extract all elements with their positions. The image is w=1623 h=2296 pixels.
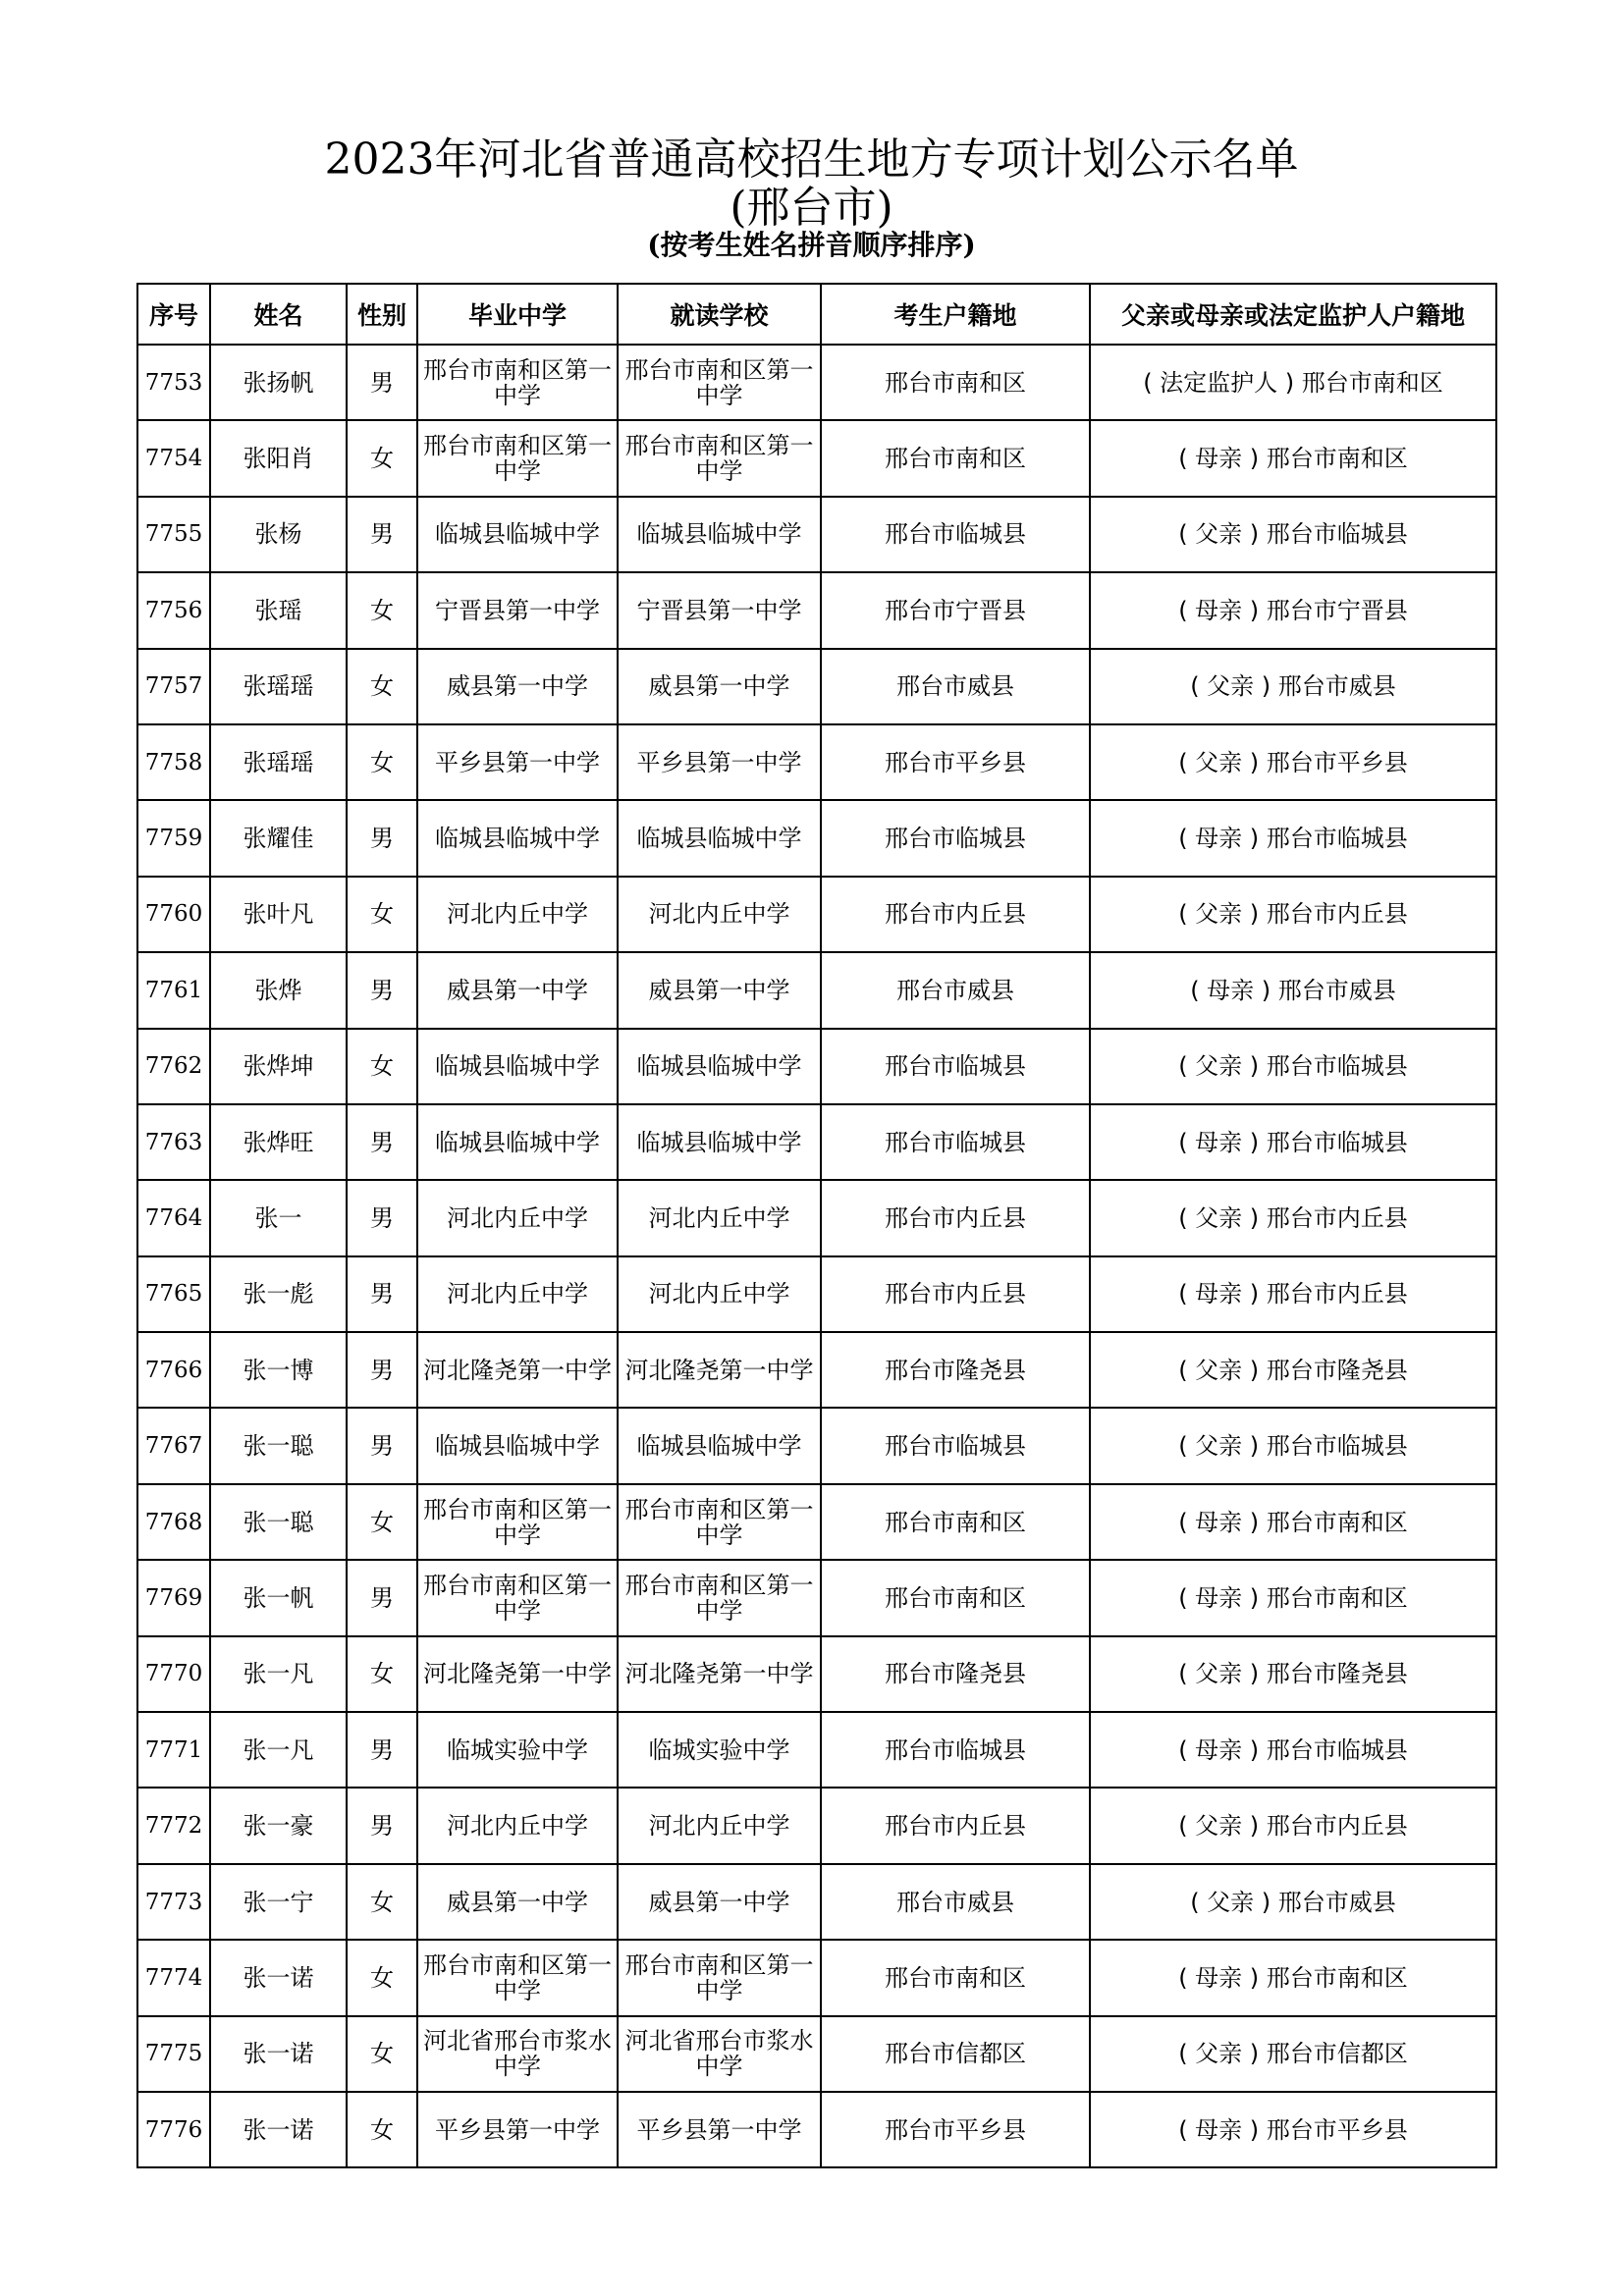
cell-guardian: ( 父亲 ) 邢台市内丘县	[1090, 1180, 1496, 1255]
table-header-row	[137, 284, 1496, 345]
cell-seq: 7762	[137, 1029, 210, 1104]
cell-grad-school: 邢台市南和区第一中学	[417, 420, 618, 496]
col-header-gender: 性别	[347, 284, 417, 345]
cell-study-school: 邢台市南和区第一中学	[618, 1484, 821, 1560]
col-header-household: 考生户籍地	[821, 284, 1090, 345]
sort-note: (按考生姓名拼音顺序排序)	[647, 229, 976, 261]
cell-seq: 7767	[137, 1408, 210, 1483]
cell-grad-school: 威县第一中学	[417, 952, 618, 1028]
table-row	[137, 572, 1496, 648]
table-row	[137, 1332, 1496, 1408]
cell-guardian: ( 父亲 ) 邢台市信都区	[1090, 2016, 1496, 2092]
cell-guardian: ( 法定监护人 ) 邢台市南和区	[1090, 345, 1496, 420]
cell-household: 邢台市威县	[821, 952, 1090, 1028]
cell-grad-school: 平乡县第一中学	[417, 2092, 618, 2167]
cell-seq: 7763	[137, 1104, 210, 1180]
table-row	[137, 877, 1496, 952]
table-row	[137, 649, 1496, 724]
cell-name: 张叶凡	[210, 877, 347, 952]
cell-gender: 男	[347, 1256, 417, 1332]
cell-grad-school: 威县第一中学	[417, 649, 618, 724]
admission-list-table	[136, 283, 1497, 2168]
cell-household: 邢台市南和区	[821, 420, 1090, 496]
cell-grad-school: 临城县临城中学	[417, 497, 618, 572]
cell-study-school: 河北内丘中学	[618, 1256, 821, 1332]
cell-study-school: 平乡县第一中学	[618, 2092, 821, 2167]
page-title: 2023年河北省普通高校招生地方专项计划公示名单	[324, 134, 1299, 185]
cell-gender: 女	[347, 877, 417, 952]
cell-household: 邢台市威县	[821, 1864, 1090, 1940]
cell-grad-school: 邢台市南和区第一中学	[417, 1484, 618, 1560]
cell-guardian: ( 父亲 ) 邢台市内丘县	[1090, 1788, 1496, 1863]
cell-study-school: 威县第一中学	[618, 1864, 821, 1940]
cell-guardian: ( 母亲 ) 邢台市平乡县	[1090, 2092, 1496, 2167]
cell-study-school: 河北隆尧第一中学	[618, 1332, 821, 1408]
cell-study-school: 临城县临城中学	[618, 800, 821, 876]
cell-household: 邢台市平乡县	[821, 2092, 1090, 2167]
cell-gender: 女	[347, 724, 417, 800]
cell-seq: 7756	[137, 572, 210, 648]
cell-grad-school: 邢台市南和区第一中学	[417, 1560, 618, 1635]
cell-seq: 7772	[137, 1788, 210, 1863]
cell-name: 张一凡	[210, 1636, 347, 1712]
col-header-guardian: 父亲或母亲或法定监护人户籍地	[1090, 284, 1496, 345]
cell-household: 邢台市内丘县	[821, 1180, 1090, 1255]
cell-gender: 女	[347, 1636, 417, 1712]
cell-household: 邢台市隆尧县	[821, 1332, 1090, 1408]
cell-name: 张一聪	[210, 1408, 347, 1483]
cell-name: 张烨	[210, 952, 347, 1028]
table-row	[137, 800, 1496, 876]
table-row	[137, 1029, 1496, 1104]
cell-guardian: ( 母亲 ) 邢台市南和区	[1090, 1940, 1496, 2015]
table-row	[137, 345, 1496, 420]
cell-household: 邢台市内丘县	[821, 877, 1090, 952]
cell-study-school: 河北内丘中学	[618, 1180, 821, 1255]
cell-grad-school: 河北省邢台市浆水中学	[417, 2016, 618, 2092]
cell-study-school: 威县第一中学	[618, 952, 821, 1028]
table-row	[137, 497, 1496, 572]
cell-study-school: 河北内丘中学	[618, 1788, 821, 1863]
cell-study-school: 邢台市南和区第一中学	[618, 1560, 821, 1635]
cell-seq: 7768	[137, 1484, 210, 1560]
cell-guardian: ( 父亲 ) 邢台市威县	[1090, 649, 1496, 724]
cell-guardian: ( 父亲 ) 邢台市内丘县	[1090, 877, 1496, 952]
cell-gender: 女	[347, 1029, 417, 1104]
page-subtitle: (邢台市)	[730, 183, 893, 233]
table-row	[137, 1408, 1496, 1483]
cell-guardian: ( 母亲 ) 邢台市内丘县	[1090, 1256, 1496, 1332]
cell-name: 张杨	[210, 497, 347, 572]
cell-seq: 7755	[137, 497, 210, 572]
table-row	[137, 1940, 1496, 2015]
table-row	[137, 724, 1496, 800]
cell-name: 张一彪	[210, 1256, 347, 1332]
cell-study-school: 邢台市南和区第一中学	[618, 420, 821, 496]
cell-seq: 7775	[137, 2016, 210, 2092]
cell-grad-school: 邢台市南和区第一中学	[417, 1940, 618, 2015]
table-row	[137, 1864, 1496, 1940]
cell-name: 张一	[210, 1180, 347, 1255]
table-row	[137, 1104, 1496, 1180]
cell-name: 张瑶瑶	[210, 649, 347, 724]
cell-guardian: ( 父亲 ) 邢台市临城县	[1090, 1029, 1496, 1104]
cell-gender: 男	[347, 1104, 417, 1180]
table-row	[137, 2016, 1496, 2092]
cell-household: 邢台市南和区	[821, 1940, 1090, 2015]
cell-guardian: ( 母亲 ) 邢台市宁晋县	[1090, 572, 1496, 648]
cell-household: 邢台市临城县	[821, 1408, 1090, 1483]
cell-gender: 男	[347, 345, 417, 420]
cell-study-school: 临城实验中学	[618, 1712, 821, 1788]
cell-study-school: 河北省邢台市浆水中学	[618, 2016, 821, 2092]
cell-study-school: 临城县临城中学	[618, 1029, 821, 1104]
cell-household: 邢台市南和区	[821, 345, 1090, 420]
cell-grad-school: 宁晋县第一中学	[417, 572, 618, 648]
cell-study-school: 河北内丘中学	[618, 877, 821, 952]
cell-study-school: 平乡县第一中学	[618, 724, 821, 800]
cell-household: 邢台市宁晋县	[821, 572, 1090, 648]
table-row	[137, 1484, 1496, 1560]
cell-grad-school: 临城县临城中学	[417, 1104, 618, 1180]
cell-household: 邢台市临城县	[821, 497, 1090, 572]
cell-seq: 7773	[137, 1864, 210, 1940]
cell-study-school: 临城县临城中学	[618, 497, 821, 572]
cell-seq: 7766	[137, 1332, 210, 1408]
cell-grad-school: 河北隆尧第一中学	[417, 1636, 618, 1712]
col-header-study-school: 就读学校	[618, 284, 821, 345]
cell-grad-school: 河北内丘中学	[417, 877, 618, 952]
cell-household: 邢台市平乡县	[821, 724, 1090, 800]
cell-household: 邢台市内丘县	[821, 1256, 1090, 1332]
cell-guardian: ( 父亲 ) 邢台市隆尧县	[1090, 1332, 1496, 1408]
cell-name: 张一诺	[210, 1940, 347, 2015]
cell-grad-school: 临城县临城中学	[417, 1029, 618, 1104]
cell-gender: 女	[347, 572, 417, 648]
cell-gender: 男	[347, 1408, 417, 1483]
cell-seq: 7753	[137, 345, 210, 420]
cell-gender: 男	[347, 952, 417, 1028]
cell-seq: 7771	[137, 1712, 210, 1788]
cell-household: 邢台市南和区	[821, 1560, 1090, 1635]
table-row	[137, 1788, 1496, 1863]
cell-household: 邢台市内丘县	[821, 1788, 1090, 1863]
cell-study-school: 临城县临城中学	[618, 1104, 821, 1180]
cell-household: 邢台市隆尧县	[821, 1636, 1090, 1712]
cell-study-school: 宁晋县第一中学	[618, 572, 821, 648]
cell-gender: 女	[347, 649, 417, 724]
cell-gender: 女	[347, 2092, 417, 2167]
cell-gender: 男	[347, 1560, 417, 1635]
cell-name: 张一聪	[210, 1484, 347, 1560]
cell-study-school: 邢台市南和区第一中学	[618, 1940, 821, 2015]
cell-study-school: 临城县临城中学	[618, 1408, 821, 1483]
cell-name: 张瑶瑶	[210, 724, 347, 800]
cell-name: 张阳肖	[210, 420, 347, 496]
cell-gender: 男	[347, 800, 417, 876]
cell-name: 张一诺	[210, 2016, 347, 2092]
cell-seq: 7761	[137, 952, 210, 1028]
cell-guardian: ( 父亲 ) 邢台市临城县	[1090, 1408, 1496, 1483]
cell-name: 张烨旺	[210, 1104, 347, 1180]
cell-grad-school: 河北内丘中学	[417, 1256, 618, 1332]
cell-grad-school: 临城县临城中学	[417, 1408, 618, 1483]
cell-grad-school: 临城实验中学	[417, 1712, 618, 1788]
cell-seq: 7759	[137, 800, 210, 876]
cell-guardian: ( 母亲 ) 邢台市临城县	[1090, 1712, 1496, 1788]
cell-household: 邢台市南和区	[821, 1484, 1090, 1560]
cell-gender: 女	[347, 1864, 417, 1940]
cell-seq: 7764	[137, 1180, 210, 1255]
cell-gender: 男	[347, 1712, 417, 1788]
cell-household: 邢台市威县	[821, 649, 1090, 724]
col-header-grad-school: 毕业中学	[417, 284, 618, 345]
cell-grad-school: 河北内丘中学	[417, 1788, 618, 1863]
cell-household: 邢台市临城县	[821, 1029, 1090, 1104]
cell-gender: 女	[347, 1940, 417, 2015]
col-header-name: 姓名	[210, 284, 347, 345]
cell-guardian: ( 母亲 ) 邢台市南和区	[1090, 1560, 1496, 1635]
cell-name: 张一诺	[210, 2092, 347, 2167]
cell-guardian: ( 父亲 ) 邢台市威县	[1090, 1864, 1496, 1940]
col-header-seq: 序号	[137, 284, 210, 345]
cell-name: 张瑶	[210, 572, 347, 648]
cell-guardian: ( 父亲 ) 邢台市平乡县	[1090, 724, 1496, 800]
cell-seq: 7774	[137, 1940, 210, 2015]
cell-guardian: ( 母亲 ) 邢台市威县	[1090, 952, 1496, 1028]
cell-study-school: 邢台市南和区第一中学	[618, 345, 821, 420]
cell-name: 张一凡	[210, 1712, 347, 1788]
cell-seq: 7765	[137, 1256, 210, 1332]
cell-name: 张耀佳	[210, 800, 347, 876]
cell-name: 张一帆	[210, 1560, 347, 1635]
table-row	[137, 952, 1496, 1028]
cell-guardian: ( 父亲 ) 邢台市临城县	[1090, 497, 1496, 572]
table-row	[137, 1560, 1496, 1635]
cell-guardian: ( 父亲 ) 邢台市隆尧县	[1090, 1636, 1496, 1712]
cell-grad-school: 平乡县第一中学	[417, 724, 618, 800]
cell-household: 邢台市信都区	[821, 2016, 1090, 2092]
cell-seq: 7757	[137, 649, 210, 724]
cell-grad-school: 威县第一中学	[417, 1864, 618, 1940]
cell-study-school: 威县第一中学	[618, 649, 821, 724]
cell-grad-school: 河北隆尧第一中学	[417, 1332, 618, 1408]
cell-seq: 7776	[137, 2092, 210, 2167]
cell-gender: 男	[347, 1180, 417, 1255]
cell-gender: 女	[347, 1484, 417, 1560]
cell-gender: 男	[347, 497, 417, 572]
cell-guardian: ( 母亲 ) 邢台市南和区	[1090, 420, 1496, 496]
cell-study-school: 河北隆尧第一中学	[618, 1636, 821, 1712]
cell-grad-school: 临城县临城中学	[417, 800, 618, 876]
cell-household: 邢台市临城县	[821, 1712, 1090, 1788]
cell-seq: 7754	[137, 420, 210, 496]
cell-gender: 男	[347, 1332, 417, 1408]
cell-grad-school: 邢台市南和区第一中学	[417, 345, 618, 420]
table-row	[137, 2092, 1496, 2167]
cell-guardian: ( 母亲 ) 邢台市南和区	[1090, 1484, 1496, 1560]
cell-name: 张一宁	[210, 1864, 347, 1940]
cell-household: 邢台市临城县	[821, 800, 1090, 876]
cell-name: 张一博	[210, 1332, 347, 1408]
cell-grad-school: 河北内丘中学	[417, 1180, 618, 1255]
cell-gender: 女	[347, 2016, 417, 2092]
table-row	[137, 420, 1496, 496]
cell-seq: 7758	[137, 724, 210, 800]
cell-guardian: ( 母亲 ) 邢台市临城县	[1090, 800, 1496, 876]
cell-gender: 女	[347, 420, 417, 496]
cell-guardian: ( 母亲 ) 邢台市临城县	[1090, 1104, 1496, 1180]
cell-household: 邢台市临城县	[821, 1104, 1090, 1180]
cell-gender: 男	[347, 1788, 417, 1863]
table-row	[137, 1636, 1496, 1712]
cell-name: 张烨坤	[210, 1029, 347, 1104]
table-row	[137, 1256, 1496, 1332]
cell-seq: 7769	[137, 1560, 210, 1635]
cell-name: 张一豪	[210, 1788, 347, 1863]
cell-seq: 7760	[137, 877, 210, 952]
table-row	[137, 1712, 1496, 1788]
cell-seq: 7770	[137, 1636, 210, 1712]
cell-name: 张扬帆	[210, 345, 347, 420]
table-row	[137, 1180, 1496, 1255]
